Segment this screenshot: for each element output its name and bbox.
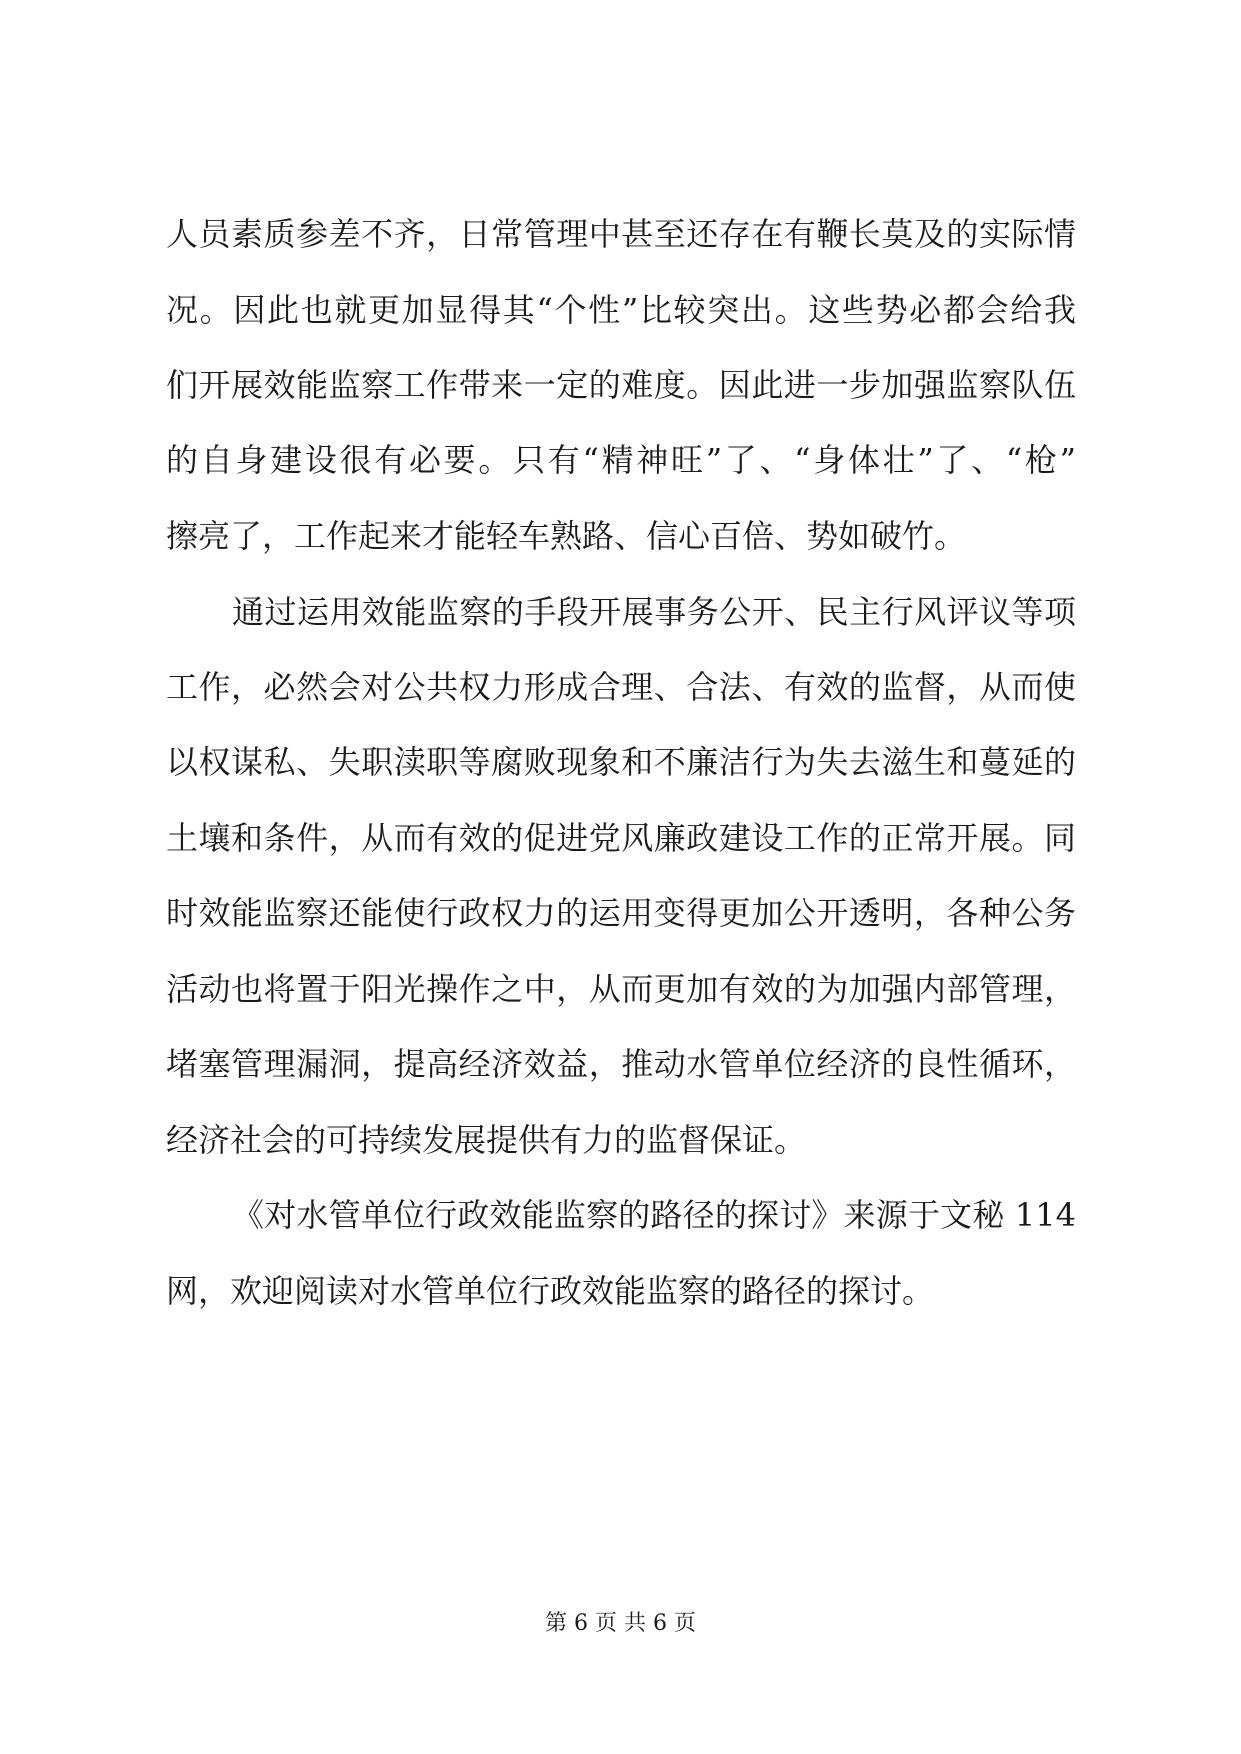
body-text-line: 人员素质参差不齐，日常管理中甚至还存在有鞭长莫及的实际情 <box>166 215 1076 253</box>
source-note-line: 《对水管单位行政效能监察的路径的探讨》来源于文秘 114 <box>232 1196 1076 1234</box>
body-text-line: 况。因此也就更加显得其“个性”比较突出。这些势必都会给我 <box>166 291 1076 329</box>
body-text-line: 们开展效能监察工作带来一定的难度。因此进一步加强监察队伍 <box>166 366 1076 404</box>
body-text-line: 以权谋私、失职渎职等腐败现象和不廉洁行为失去滋生和蔓延的 <box>166 743 1076 781</box>
body-text-line: 时效能监察还能使行政权力的运用变得更加公开透明，各种公务 <box>166 894 1076 932</box>
body-text-line: 土壤和条件，从而有效的促进党风廉政建设工作的正常开展。同 <box>166 819 1076 857</box>
body-text-line: 擦亮了，工作起来才能轻车熟路、信心百倍、势如破竹。 <box>166 517 967 555</box>
paragraph-first-line: 通过运用效能监察的手段开展事务公开、民主行风评议等项 <box>232 593 1076 631</box>
body-text-line: 经济社会的可持续发展提供有力的监督保证。 <box>166 1121 807 1159</box>
body-text-line: 活动也将置于阳光操作之中，从而更加有效的为加强内部管理， <box>166 970 1076 1008</box>
body-text-line: 的自身建设很有必要。只有“精神旺”了、“身体壮”了、“枪” <box>166 441 1076 479</box>
page-number-footer: 第 6 页 共 6 页 <box>545 1611 696 1636</box>
body-text-line: 工作，必然会对公共权力形成合理、合法、有效的监督，从而使 <box>166 668 1076 706</box>
body-text-line: 堵塞管理漏洞，提高经济效益，推动水管单位经济的良性循环， <box>166 1045 1076 1083</box>
source-note-line: 网，欢迎阅读对水管单位行政效能监察的路径的探讨。 <box>166 1272 935 1310</box>
